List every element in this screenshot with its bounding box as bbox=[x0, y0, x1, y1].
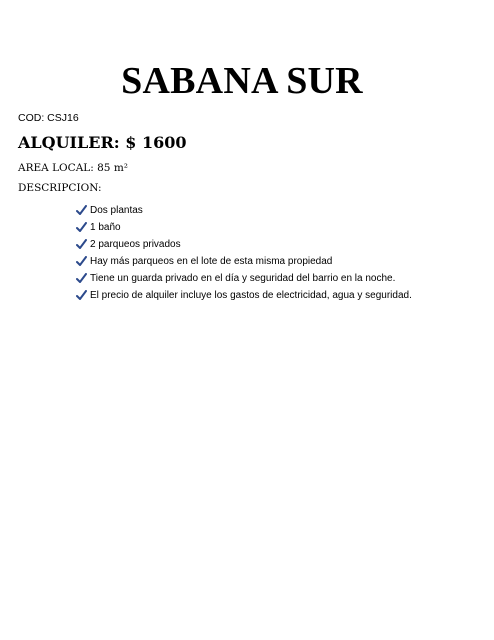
feature-list bbox=[76, 202, 412, 304]
checkmark-icon bbox=[76, 239, 87, 250]
feature-text: 1 baño bbox=[90, 222, 121, 233]
list-item bbox=[76, 219, 412, 236]
feature-text: Dos plantas bbox=[90, 205, 143, 216]
checkmark-icon bbox=[76, 222, 87, 233]
list-item bbox=[76, 287, 412, 304]
list-item bbox=[76, 253, 412, 270]
feature-text: El precio de alquiler incluye los gastos de electricidad, agua y seguridad. bbox=[90, 290, 412, 301]
feature-text: Tiene un guarda privado en el día y seguridad del barrio en la noche. bbox=[90, 273, 396, 284]
property-code: COD: CSJ16 bbox=[18, 112, 79, 124]
checkmark-icon bbox=[76, 290, 87, 301]
list-item bbox=[76, 270, 412, 287]
feature-text: 2 parqueos privados bbox=[90, 239, 181, 250]
checkmark-icon bbox=[76, 273, 87, 284]
list-item bbox=[76, 202, 412, 219]
feature-text: Hay más parqueos en el lote de esta misma propiedad bbox=[90, 256, 333, 267]
page-title: SABANA SUR bbox=[121, 60, 363, 102]
checkmark-icon bbox=[76, 256, 87, 267]
area-local: AREA LOCAL: 85 m² bbox=[18, 162, 128, 174]
rent-price: ALQUILER: $ 1600 bbox=[18, 133, 187, 152]
list-item bbox=[76, 236, 412, 253]
description-label: DESCRIPCION: bbox=[18, 182, 102, 194]
checkmark-icon bbox=[76, 205, 87, 216]
